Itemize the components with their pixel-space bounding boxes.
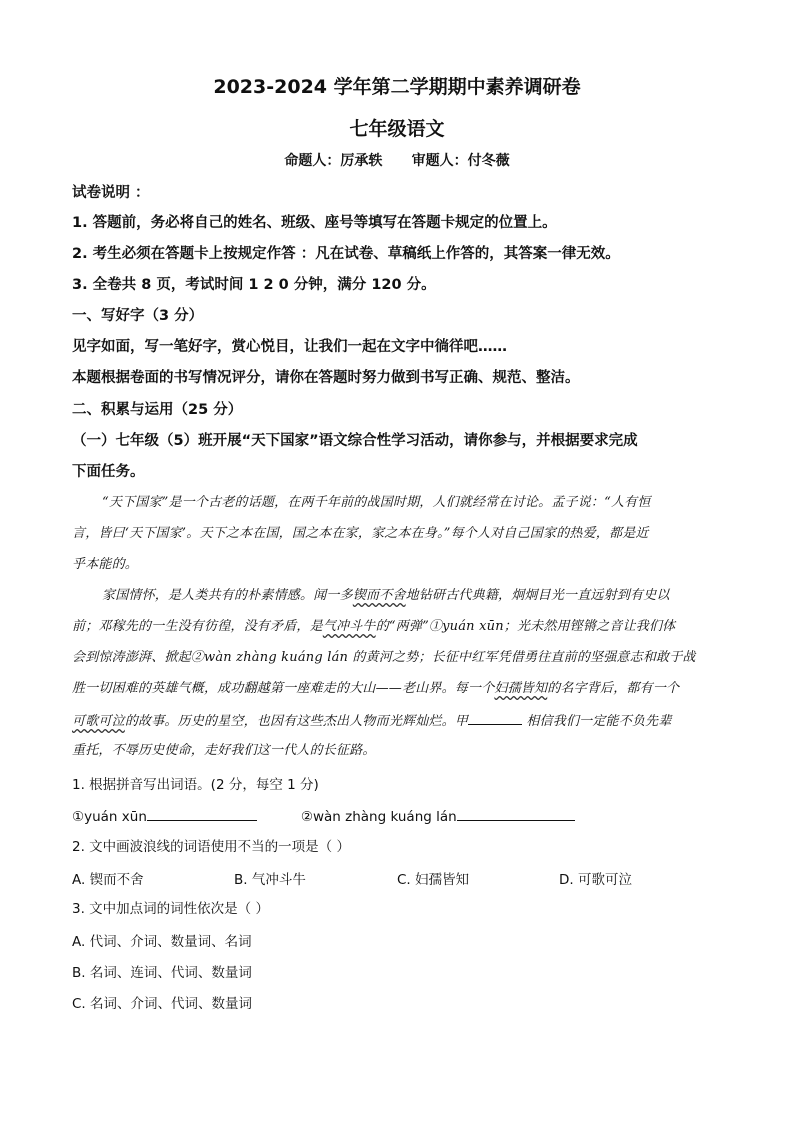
exam-title: 2023-2024 学年第二学期期中素养调研卷 [213, 76, 581, 98]
exam-subtitle: 七年级语文 [349, 118, 445, 140]
answer-blank-jia[interactable] [468, 710, 522, 725]
passage-p2-line-6: 重托，不辱历史使命，走好我们这一代人的长征路。 [72, 743, 376, 758]
wavy-underlined-phrase: 妇孺皆知 [494, 681, 548, 696]
passage-text: 的名字背后，都有一个 [547, 681, 680, 696]
q2-option-d[interactable]: D. 可歌可泣 [559, 872, 632, 888]
passage-text: 地钻研古代典籍，炯炯目光一直远射到有史以 [405, 588, 670, 603]
passage-text: 胜一切困难的英雄气概，成功翻越第一座难走的大山——老山界。每一个 [72, 681, 495, 696]
passage-p2-line-3: 会到惊涛澎湃、掀起②wàn zhàng kuáng lán 的黄河之势；长征中红军凭借勇往直前的坚强意志和敢于战 [72, 650, 696, 665]
answer-blank-2[interactable] [457, 806, 575, 821]
passage-p1-line-3: 乎本能的。 [72, 557, 139, 572]
section1-heading: 一、写好字（3 分） [72, 308, 204, 324]
question-1: 1. 根据拼音写出词语。(2 分，每空 1 分) [72, 777, 319, 793]
passage-text: 相信我们一定能不负先辈 [522, 714, 672, 729]
passage-text: 的“两弹”①yuán xūn；光未然用铿锵之音让我们体 [375, 619, 676, 634]
q2-option-b[interactable]: B. 气冲斗牛 [234, 872, 306, 888]
q2-option-c[interactable]: C. 妇孺皆知 [397, 872, 470, 888]
instruction-item-3: 3. 全卷共 8 页，考试时间 1 2 0 分钟，满分 120 分。 [72, 277, 436, 293]
section2-task-line-1: （一）七年级（5）班开展“天下国家”语文综合性学习活动，请你参与，并根据要求完成 [72, 433, 638, 449]
q1-pinyin-b: ②wàn zhàng kuáng lán [300, 809, 457, 825]
instruction-item-2: 2. 考生必须在答题卡上按规定作答 ：凡在试卷、草稿纸上作答的，其答案一律无效。 [72, 246, 620, 262]
section1-line-2: 本题根据卷面的书写情况评分，请你在答题时努力做到书写正确、规范、整洁。 [72, 370, 580, 386]
passage-p2-line-4 [72, 679, 722, 699]
passage-p1-line-1: “天下国家”是一个古老的话题，在两千年前的战国时期，人们就经常在讨论。孟子说：“人有恒 [102, 495, 651, 510]
wavy-underlined-phrase: 锲而不舍 [352, 588, 406, 603]
q3-option-b[interactable]: B. 名词、连词、代词、数量词 [72, 965, 252, 981]
section2-task-line-2: 下面任务。 [72, 464, 145, 480]
section1-line-1: 见字如面，写一笔好字，赏心悦目，让我们一起在文字中徜徉吧…… [72, 339, 507, 355]
wavy-underlined-phrase: 气冲斗牛 [322, 619, 376, 634]
passage-text: 的故事。历史的星空，也因有这些杰出人物而光辉灿烂。甲 [124, 714, 469, 729]
question-2: 2. 文中画波浪线的词语使用不当的一项是（ ） [72, 839, 350, 855]
q3-option-a[interactable]: A. 代词、介词、数量词、名词 [72, 934, 252, 950]
instructions-heading: 试卷说明 ： [72, 185, 150, 201]
passage-p2-line-1 [102, 586, 732, 606]
question-1-answers [72, 806, 732, 827]
q2-option-a[interactable]: A. 锲而不舍 [72, 872, 144, 888]
exam-authors: 命题人：厉承轶 审题人：付冬薇 [284, 153, 510, 169]
question-3: 3. 文中加点词的词性依次是（ ） [72, 901, 269, 917]
passage-p2-line-2 [72, 617, 722, 637]
section2-heading: 二、积累与运用（25 分） [72, 402, 243, 418]
wavy-underlined-phrase: 可歌可泣 [72, 714, 125, 729]
q3-option-c[interactable]: C. 名词、介词、代词、数量词 [72, 996, 253, 1012]
q1-pinyin-a: ①yuán xūn [72, 809, 147, 825]
passage-p1-line-2: 言，皆曰‘天下国家’。天下之本在国，国之本在家，家之本在身。”每个人对自己国家的热爱，都是近 [72, 526, 649, 541]
answer-blank-1[interactable] [147, 806, 257, 821]
passage-p2-line-5 [72, 710, 722, 732]
passage-text: 前；邓稼先的一生没有彷徨，没有矛盾，是 [72, 619, 323, 634]
instruction-item-1: 1. 答题前，务必将自己的姓名、班级、座号等填写在答题卡规定的位置上。 [72, 215, 557, 231]
passage-text: 家国情怀，是人类共有的朴素情感。闻一多 [102, 588, 353, 603]
